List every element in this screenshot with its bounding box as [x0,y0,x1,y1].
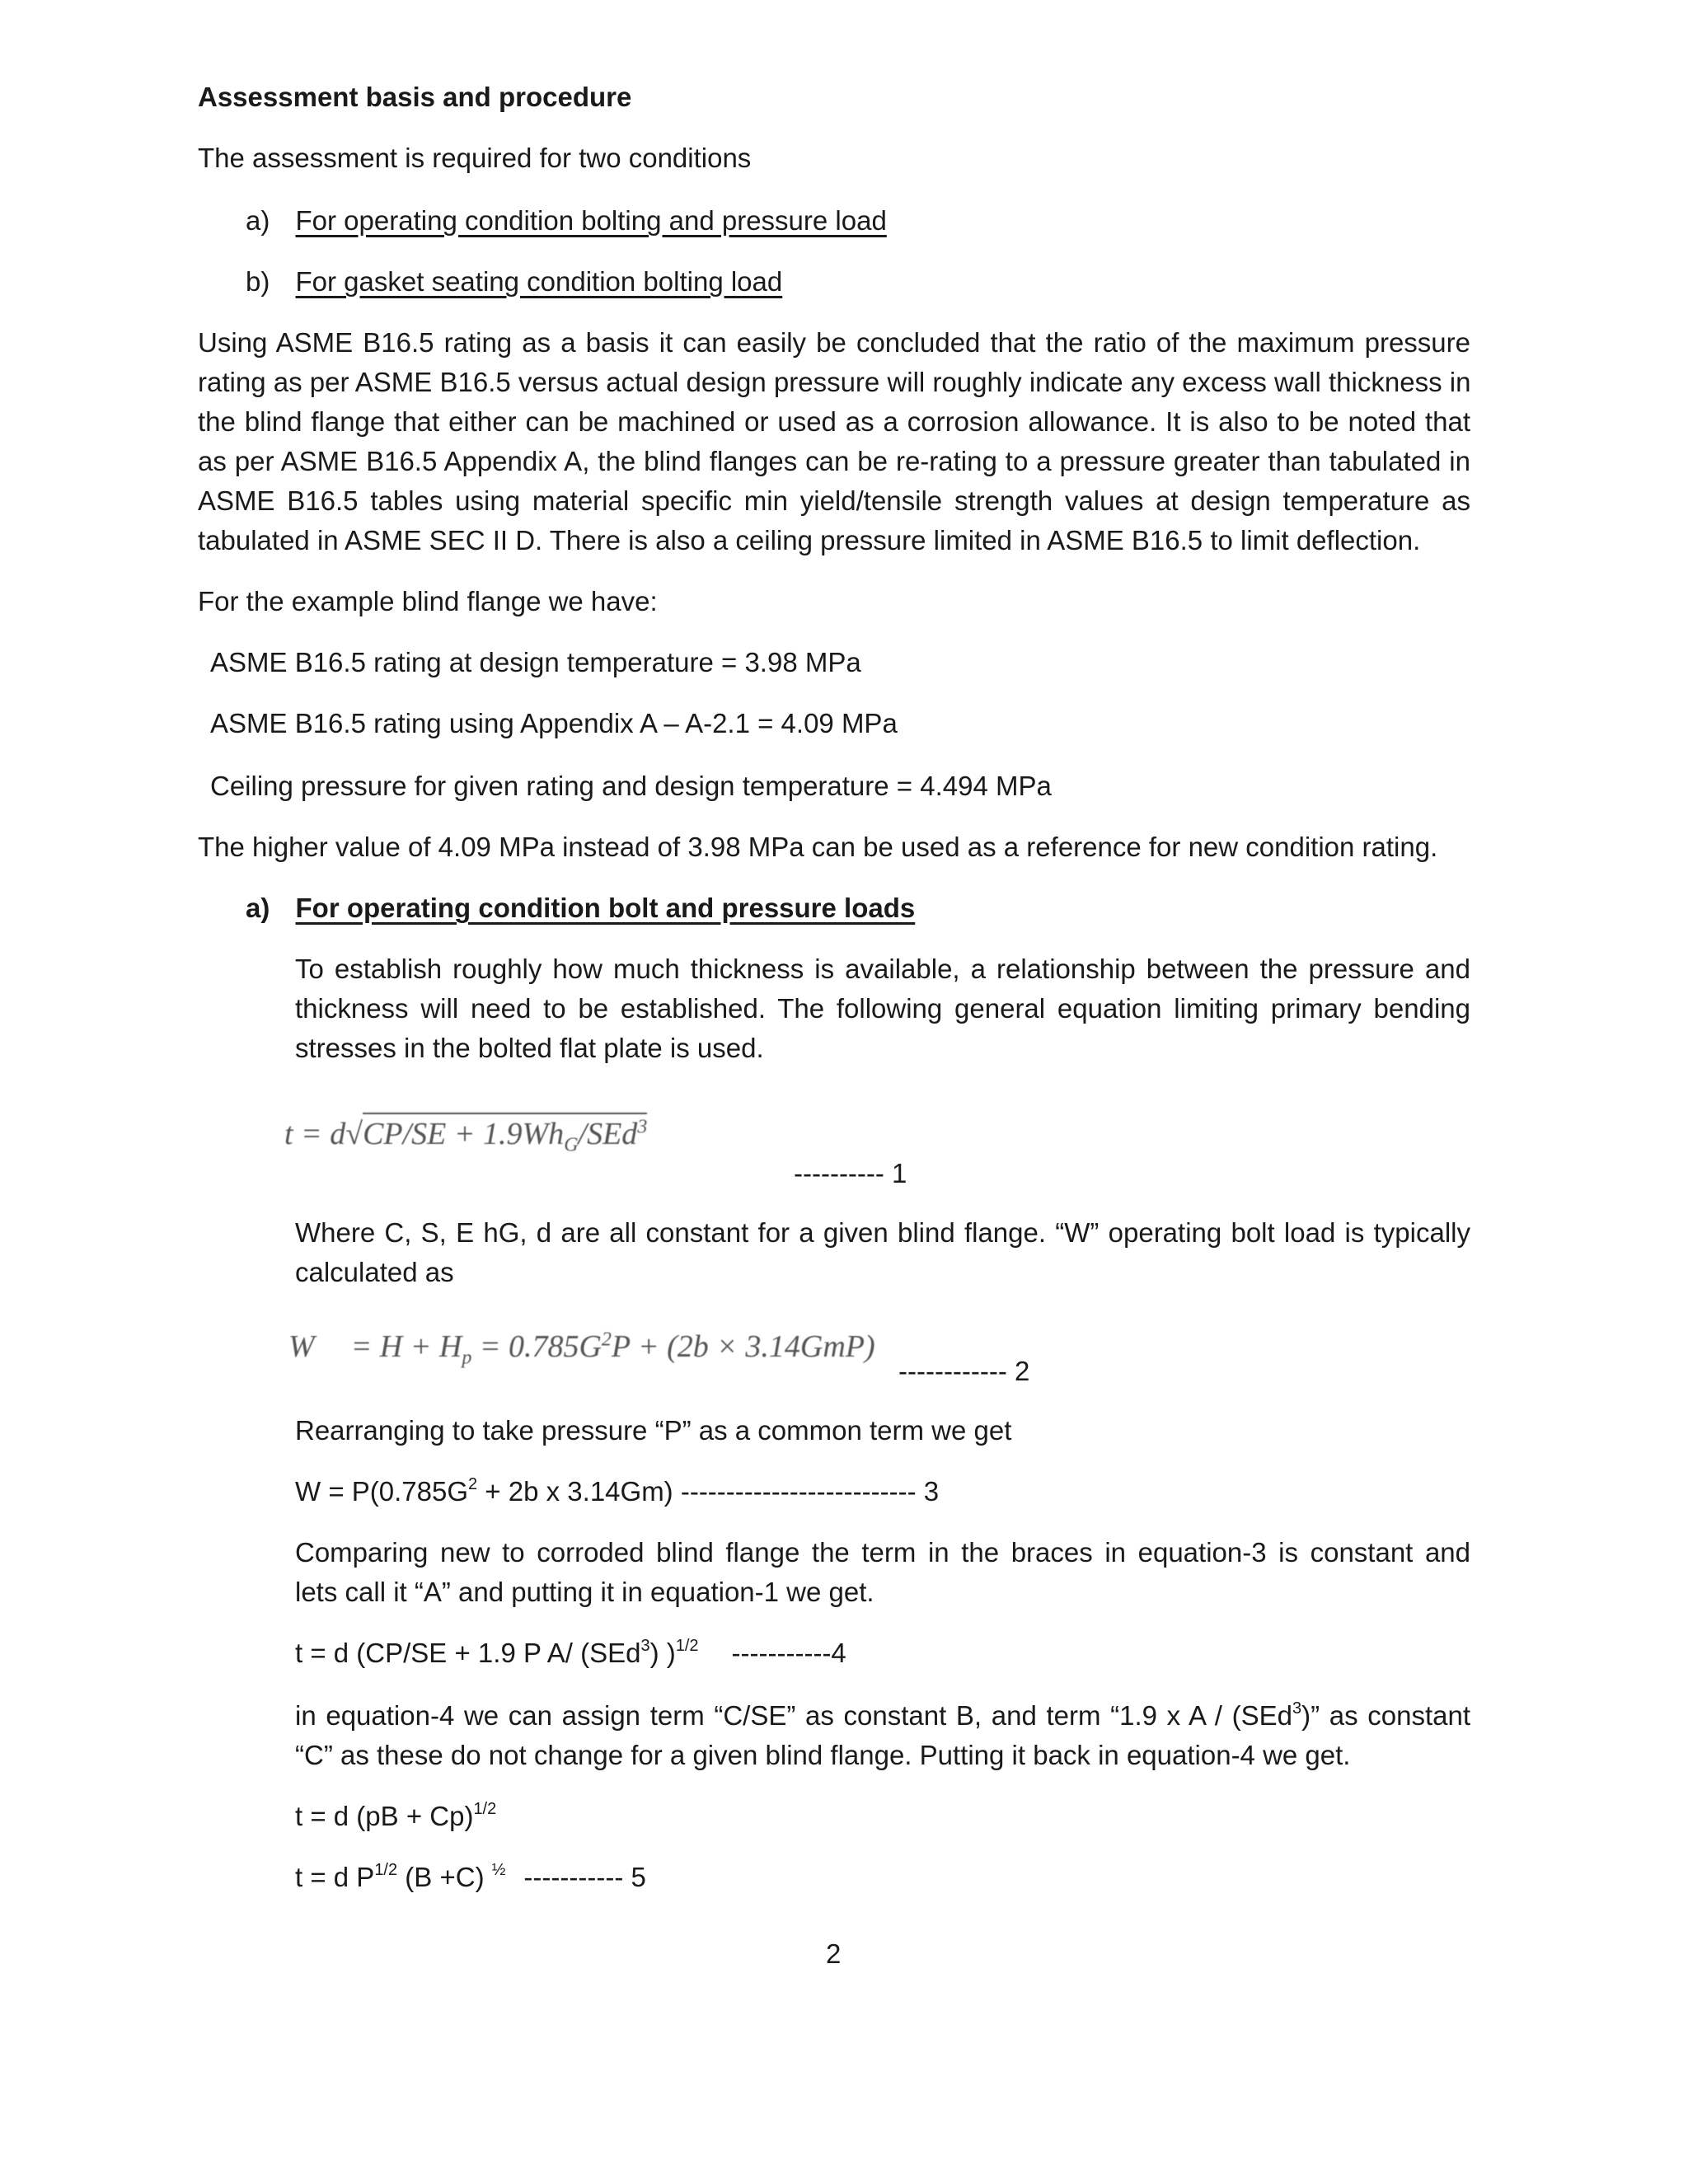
list-marker: b) [246,266,270,297]
paragraph-line: lets call it “A” and putting it in equation-1 we get. [295,1577,874,1607]
equation-2: $W = H + H_p = 0.785G^2P + (2b \times 3.14GmP)$ [288,1329,875,1369]
rating-line: ASME B16.5 rating using Appendix A – A-2.1 = 4.09 MPa [210,708,898,738]
list-marker: a) [246,893,270,923]
rating-line: Ceiling pressure for given rating and design temperature = 4.494 MPa [210,771,1052,801]
rating-line: ASME B16.5 rating at design temperature = 3.98 MPa [210,647,861,677]
paragraph-line: stresses in the bolted flat plate is used. [295,1033,764,1063]
paragraph-line: tabulated in ASME SEC II D. There is also a ceiling pressure limited in ASME B16.5 to limit deflection. [198,525,1421,555]
paragraph-line: the blind flange that either can be machined or used as a corrosion allowance. It is also to be noted that [198,406,1470,437]
section-a-heading [246,888,915,928]
condition-item [246,262,782,302]
paragraph-line: Where C, S, E hG, d are all constant for a given blind flange. “W” operating bolt load is typically [295,1217,1470,1248]
page-number: 2 [826,1938,842,1969]
example-intro: For the example blind flange we have: [198,586,658,616]
paragraph-line: in equation-4 we can assign term “C/SE” as constant B, and term “1.9 x A / (SEd$^3$)” as constant [295,1699,1470,1731]
list-marker: a) [246,205,270,236]
equation-4: t = d (CP/SE + 1.9 P A/ (SEd$^3$) )$^{1/2}$ -----------4 [295,1637,846,1668]
equation-5a: t = d (pB + Cp)$^{1/2}$ [295,1800,497,1831]
higher-value-text: The higher value of 4.09 MPa instead of 3.98 MPa can be used as a reference for new condition rating. [198,832,1438,862]
equation-5b: t = d $P^{1/2}$ (B +C) $^{\frac{1}{2}}$ ----------- 5 [295,1861,646,1892]
condition-text: For operating condition bolting and pressure load [295,205,887,236]
paragraph-line: rating as per ASME B16.5 versus actual design pressure will roughly indicate any excess wall thickness in [198,367,1471,397]
intro-text: The assessment is required for two conditions [198,143,752,173]
section-heading: Assessment basis and procedure [198,82,632,112]
condition-text: For gasket seating condition bolting load [295,266,783,297]
equation-label: ------------ 2 [898,1356,1030,1386]
paragraph-line: To establish roughly how much thickness is available, a relationship between the pressure and [295,954,1470,984]
paragraph-line: ASME B16.5 tables using material specific min yield/tensile strength values at design temperature as [198,485,1470,516]
paragraph-line: Using ASME B16.5 rating as a basis it can easily be concluded that the ratio of the maximum pressure [198,327,1470,358]
paragraph-line: Comparing new to corroded blind flange the term in the braces in equation-3 is constant and [295,1537,1470,1568]
equation-label: ---------- 1 [794,1158,907,1188]
paragraph-line: as per ASME B16.5 Appendix A, the blind flanges can be re-rating to a pressure greater than tabulated in [198,446,1470,476]
condition-item [246,201,887,241]
equation-3: $W = P(0.785G^2 + 2b$ x 3.14Gm) -------------------------- 3 [295,1475,940,1507]
equation-1: $t = d√CP/SE + 1.9Wh_G/SEd^3$ [284,1113,647,1157]
rearranging-text: Rearranging to take pressure “P” as a common term we get [295,1415,1012,1446]
section-a-title: For operating condition bolt and pressure loads [295,893,916,923]
paragraph-line: thickness will need to be established. The following general equation limiting primary bending [295,993,1470,1024]
paragraph-line: calculated as [295,1257,454,1287]
paragraph-line: “C” as these do not change for a given blind flange. Putting it back in equation-4 we get. [295,1740,1351,1770]
